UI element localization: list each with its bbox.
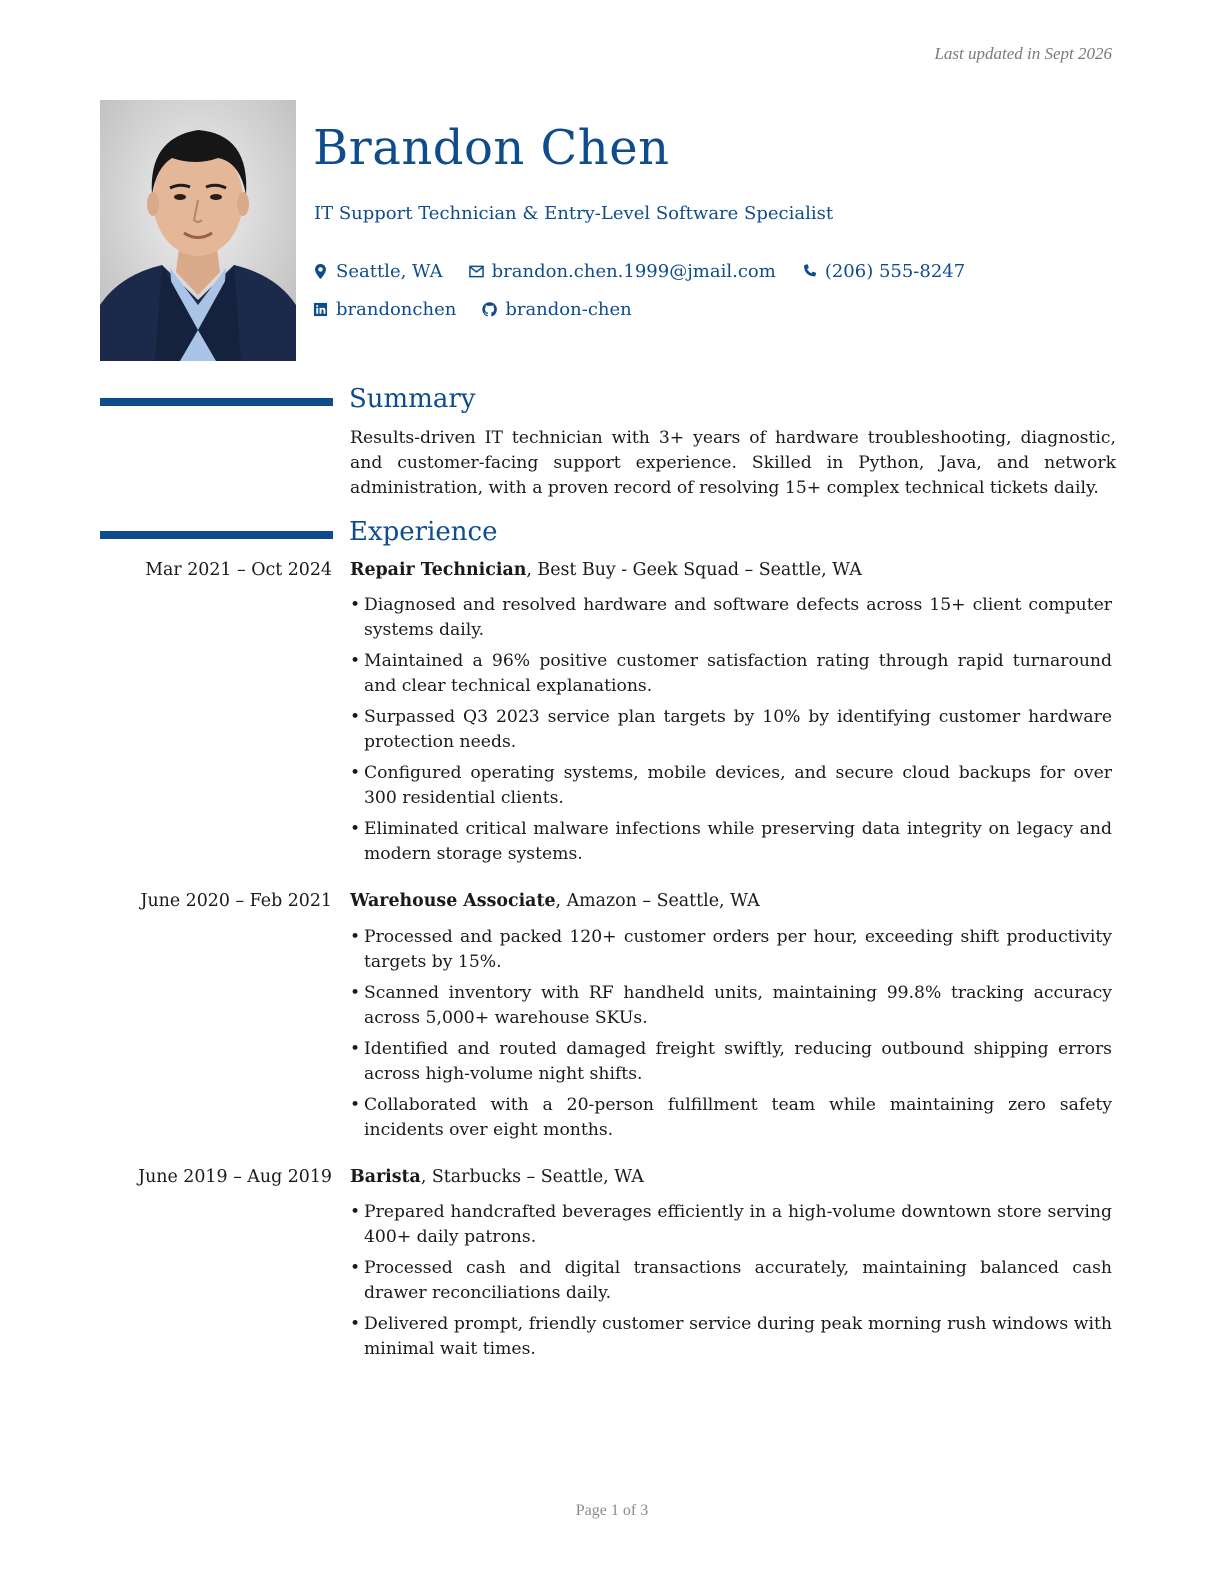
job-dates: June 2019 – Aug 2019 bbox=[138, 1167, 332, 1187]
job-org: , Best Buy - Geek Squad – Seattle, WA bbox=[526, 560, 862, 580]
job-bullets bbox=[350, 925, 1112, 1149]
experience-heading: Experience bbox=[349, 517, 498, 547]
job-bullet: • Delivered prompt, friendly customer service during peak morning rush windows with minimal wait times. bbox=[350, 1312, 1112, 1362]
job-bullet: • Configured operating systems, mobile devices, and secure cloud backups for over 300 residential clients. bbox=[350, 761, 1112, 811]
job-dates: Mar 2021 – Oct 2024 bbox=[145, 560, 332, 580]
location-icon bbox=[313, 264, 328, 279]
email-icon bbox=[469, 264, 484, 279]
contact-email-text[interactable]: brandon.chen.1999@jmail.com bbox=[491, 261, 776, 282]
contact-linkedin[interactable] bbox=[313, 298, 456, 321]
job-bullets bbox=[350, 1200, 1112, 1368]
summary-heading: Summary bbox=[349, 384, 476, 414]
job-bullet: • Eliminated critical malware infections while preserving data integrity on legacy and modern storage systems. bbox=[350, 817, 1112, 867]
contact-github-text[interactable]: brandon-chen bbox=[505, 299, 632, 320]
job-bullet: • Processed cash and digital transactions accurately, maintaining balanced cash drawer reconciliations daily. bbox=[350, 1256, 1112, 1306]
job-org: , Amazon – Seattle, WA bbox=[555, 891, 760, 911]
job-bullet: • Scanned inventory with RF handheld units, maintaining 99.8% tracking accuracy across 5,000+ warehouse SKUs. bbox=[350, 981, 1112, 1031]
github-icon bbox=[482, 302, 497, 317]
job-bullet: • Identified and routed damaged freight swiftly, reducing outbound shipping errors across high-volume night shifts. bbox=[350, 1037, 1112, 1087]
candidate-title: IT Support Technician & Entry-Level Software Specialist bbox=[314, 203, 834, 224]
job-bullet: • Processed and packed 120+ customer orders per hour, exceeding shift productivity targets by 15%. bbox=[350, 925, 1112, 975]
job-org: , Starbucks – Seattle, WA bbox=[420, 1167, 644, 1187]
job-role: Barista bbox=[350, 1167, 421, 1187]
job-bullet: • Collaborated with a 20-person fulfillment team while maintaining zero safety incidents over eight months. bbox=[350, 1093, 1112, 1143]
contact-location bbox=[313, 260, 443, 283]
experience-section-bar bbox=[100, 531, 333, 539]
job-bullets bbox=[350, 593, 1112, 873]
job-bullet: • Prepared handcrafted beverages efficiently in a high-volume downtown store serving 400+ daily patrons. bbox=[350, 1200, 1112, 1250]
contact-phone[interactable] bbox=[802, 260, 965, 283]
summary-section-bar bbox=[100, 398, 333, 406]
job-role: Warehouse Associate bbox=[350, 891, 556, 911]
candidate-name: Brandon Chen bbox=[313, 120, 670, 176]
contact-github[interactable] bbox=[482, 298, 631, 321]
job-bullet: • Maintained a 96% positive customer satisfaction rating through rapid turnaround and clear technical explanations. bbox=[350, 649, 1112, 699]
summary-text: Results-driven IT technician with 3+ years of hardware troubleshooting, diagnostic, and customer-facing support experience. Skilled in Python, Java, and network administration, with a proven record of resolving 15+ complex technical tickets daily. bbox=[350, 428, 1116, 498]
contact-list bbox=[313, 260, 1133, 321]
profile-photo bbox=[100, 100, 296, 361]
job-bullet: • Diagnosed and resolved hardware and software defects across 15+ client computer systems daily. bbox=[350, 593, 1112, 643]
contact-email[interactable] bbox=[469, 260, 776, 283]
job-heading bbox=[350, 560, 862, 580]
job-heading bbox=[350, 891, 760, 911]
job-heading bbox=[350, 1167, 644, 1187]
page-number: Page 1 of 3 bbox=[575, 1502, 649, 1519]
phone-icon bbox=[802, 264, 817, 279]
linkedin-icon bbox=[313, 302, 328, 317]
last-updated: Last updated in Sept 2026 bbox=[934, 44, 1112, 63]
job-role: Repair Technician bbox=[350, 560, 527, 580]
contact-phone-text[interactable]: (206) 555-8247 bbox=[824, 261, 966, 282]
job-bullet: • Surpassed Q3 2023 service plan targets by 10% by identifying customer hardware protection needs. bbox=[350, 705, 1112, 755]
job-dates: June 2020 – Feb 2021 bbox=[140, 891, 332, 911]
contact-location-text: Seattle, WA bbox=[336, 261, 443, 282]
contact-linkedin-text[interactable]: brandonchen bbox=[336, 299, 457, 320]
